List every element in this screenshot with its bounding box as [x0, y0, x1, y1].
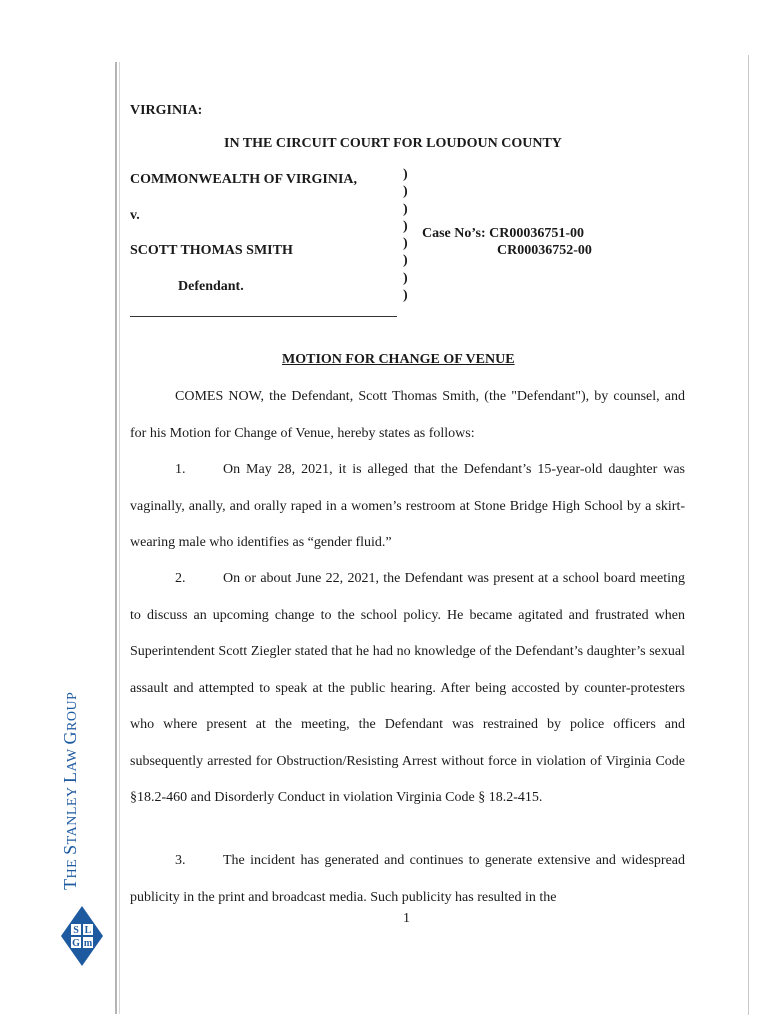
firm-logo-text [60, 692, 81, 890]
paragraph-3 [130, 843, 685, 916]
case-number-label: Case No’s: CR00036751-00 [422, 226, 585, 241]
paren: ) [403, 201, 408, 217]
paren: ) [403, 218, 408, 234]
caption-underline [130, 316, 397, 317]
logo-letters: HE [65, 854, 80, 879]
logo-letters: TANLEY [65, 782, 80, 845]
paren: ) [403, 236, 408, 252]
defendant-name: SCOTT THOMAS SMITH [130, 243, 293, 258]
paragraph-number: 2. [175, 571, 186, 586]
paragraph-number: 3. [175, 853, 186, 868]
versus-label: v. [130, 208, 140, 223]
logo-badge-letter: S [73, 925, 79, 936]
logo-letter: S [60, 844, 80, 855]
paren: ) [403, 253, 408, 269]
intro-paragraph [130, 379, 685, 452]
defendant-label: Defendant. [178, 279, 244, 294]
logo-letter: L [60, 771, 80, 783]
paren: ) [403, 270, 408, 286]
paragraph-1 [130, 452, 685, 562]
left-margin-rule-inner [119, 62, 120, 1014]
logo-letter: G [60, 731, 80, 745]
plaintiff-name: COMMONWEALTH OF VIRGINIA, [130, 172, 358, 187]
logo-badge-letter: m [83, 938, 93, 949]
state-heading: VIRGINIA: [130, 103, 203, 118]
paragraph-2 [130, 561, 685, 817]
case-number-second: CR00036752-00 [497, 243, 592, 258]
paragraph-text: On or about June 22, 2021, the Defendant was present at a school board meeting to discuss an upcoming change to the school policy. He became agitated and frustrated when Superintendent Scott Ziegler stated that he had no knowledge of the Defendant’s daughter’s sexual assault and attempted to speak at the public hearing. After being accosted by counter-protesters who where present at the meeting, the Defendant was restrained by police officers and subsequently arrested for Obstruction/Resisting Arrest without force in violation of Virginia Code §18.2-460 and Disorderly Conduct in violation Virginia Code § 18.2-415. [130, 571, 685, 805]
paragraph-text: On May 28, 2021, it is alleged that the Defendant’s 15-year-old daughter was vaginally, anally, and orally raped in a women’s restroom at Stone Bridge High School by a skirt-wearing male who identifies as “gender fluid.” [130, 462, 685, 550]
paragraph-number: 1. [175, 462, 186, 477]
logo-letter: T [60, 878, 80, 890]
court-heading: IN THE CIRCUIT COURT FOR LOUDOUN COUNTY [224, 136, 562, 151]
right-margin-rule [748, 55, 749, 1015]
logo-letters: ROUP [65, 691, 80, 731]
intro-text: COMES NOW, the Defendant, Scott Thomas Smith, (the "Defendant"), by counsel, and for his Motion for Change of Venue, hereby states as follows: [130, 389, 685, 441]
page-number: 1 [403, 911, 410, 926]
paren: ) [403, 184, 408, 200]
logo-letters: AW [65, 744, 80, 772]
firm-logo-badge [60, 905, 104, 967]
paren: ) [403, 167, 408, 182]
logo-diamond [61, 906, 103, 966]
logo-badge-letter: G [72, 938, 80, 949]
caption-parentheses [403, 166, 408, 304]
left-margin-rule [115, 62, 117, 1014]
paren: ) [403, 288, 408, 304]
motion-title: MOTION FOR CHANGE OF VENUE [282, 352, 515, 367]
paragraph-text: The incident has generated and continues to generate extensive and widespread publicity in the print and broadcast media. Such publicity has resulted in the [130, 853, 685, 905]
logo-badge-letter: L [84, 925, 92, 936]
